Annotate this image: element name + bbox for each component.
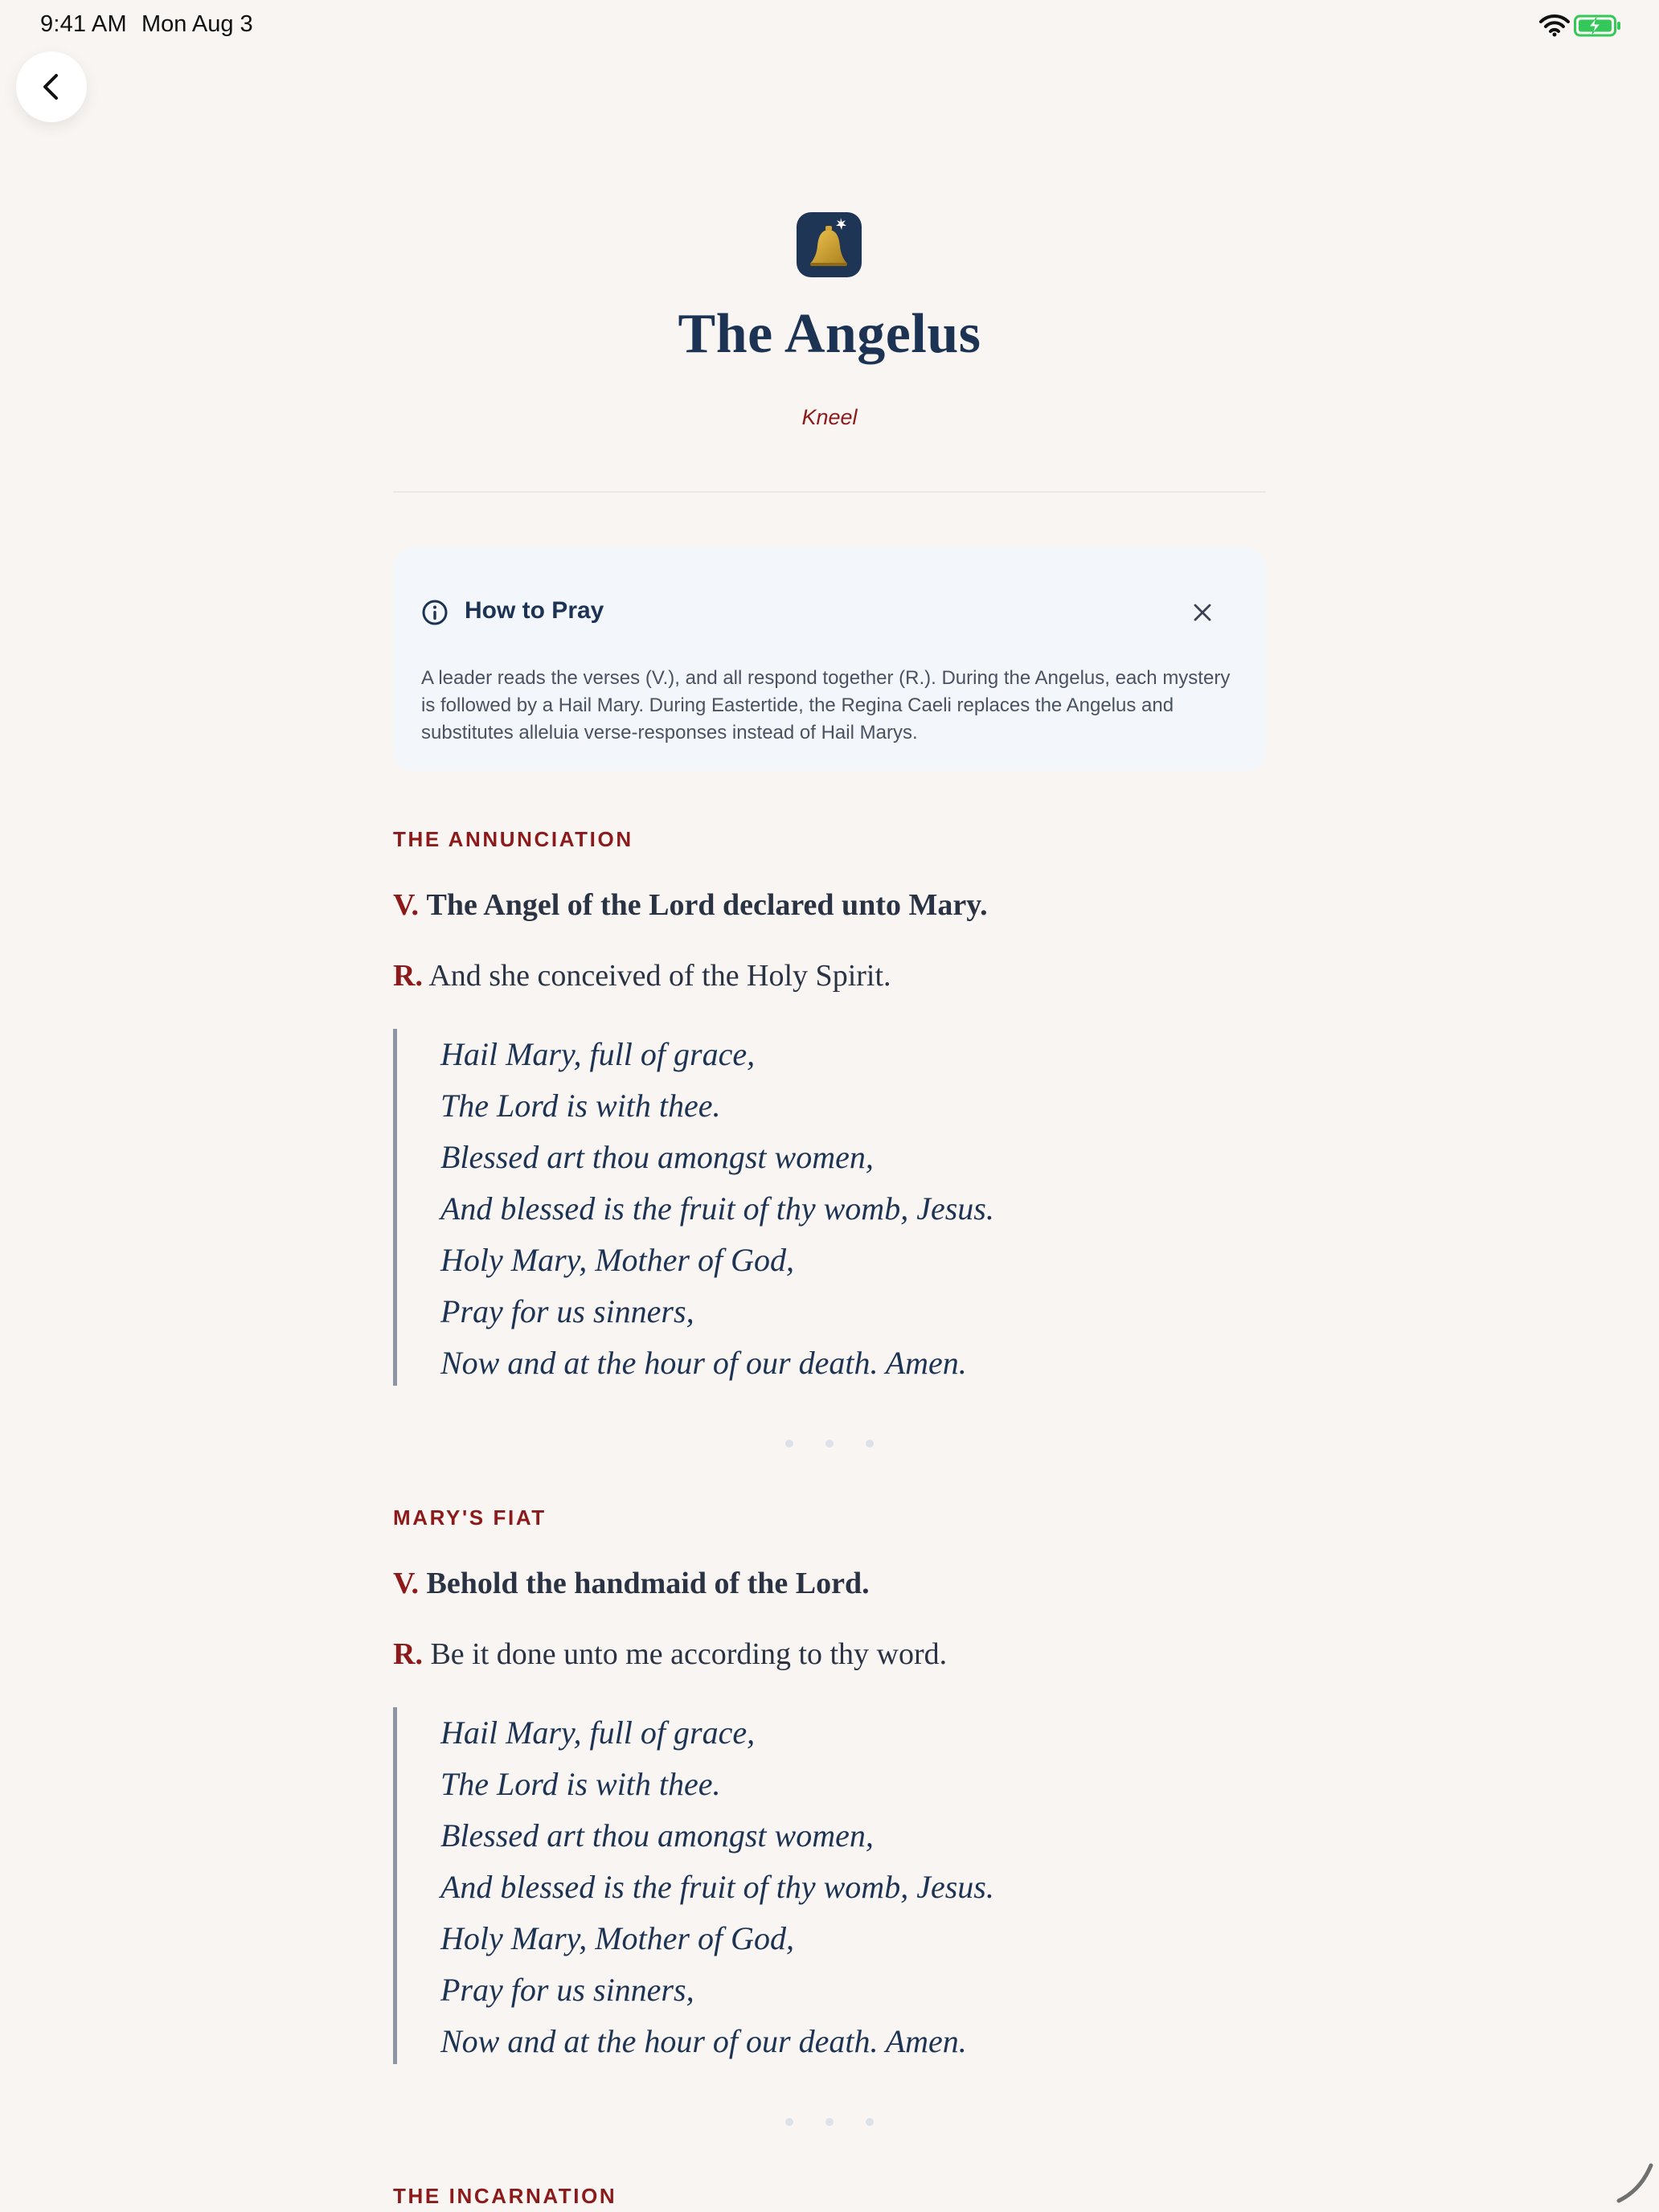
separator-dot bbox=[825, 2118, 834, 2126]
section-heading: THE INCARNATION bbox=[393, 2184, 617, 2208]
hail-mary-block bbox=[393, 1707, 1120, 2064]
prayer-line: Blessed art thou amongst women, bbox=[440, 1817, 874, 1854]
bell-icon bbox=[797, 212, 862, 277]
how-to-pray-card bbox=[393, 547, 1266, 771]
hail-mary-block bbox=[393, 1029, 1120, 1386]
section-heading: THE ANNUNCIATION bbox=[393, 827, 633, 851]
versicle-line bbox=[393, 1566, 870, 1601]
prayer-line: The Lord is with thee. bbox=[440, 1766, 721, 1802]
info-icon bbox=[421, 599, 449, 626]
section-separator bbox=[0, 2118, 1659, 2128]
header-divider bbox=[393, 491, 1266, 493]
battery-charging-icon bbox=[1574, 14, 1622, 37]
prayer-line: Holy Mary, Mother of God, bbox=[440, 1920, 794, 1956]
response-text: Be it done unto me according to thy word. bbox=[430, 1637, 948, 1671]
prayer-line: Pray for us sinners, bbox=[440, 1972, 694, 2008]
prayer-line: The Lord is with thee. bbox=[440, 1088, 721, 1124]
how-to-pray-text: A leader reads the verses (V.), and all respond together (R.). During the Angelus, each mystery is followed by a Hail Mary. During Eastertide, the Regina Caeli replaces the Angelus and substitutes alleluia verse-responses instead of Hail Marys. bbox=[421, 667, 1231, 743]
prayer-line: Hail Mary, full of grace, bbox=[440, 1714, 756, 1751]
prayer-line: Now and at the hour of our death. Amen. bbox=[440, 1345, 967, 1381]
separator-dot bbox=[785, 2118, 793, 2126]
back-button[interactable] bbox=[16, 51, 87, 122]
versicle-text: The Angel of the Lord declared unto Mary. bbox=[426, 888, 988, 922]
prayer-line: Pray for us sinners, bbox=[440, 1293, 694, 1329]
prayer-line: Hail Mary, full of grace, bbox=[440, 1036, 756, 1072]
section-separator bbox=[0, 1440, 1659, 1449]
response-line bbox=[393, 1636, 947, 1672]
response-text: And she conceived of the Holy Spirit. bbox=[428, 959, 891, 993]
versicle-mark: V. bbox=[393, 888, 420, 922]
section-heading: MARY'S FIAT bbox=[393, 1505, 547, 1530]
wifi-icon bbox=[1538, 13, 1571, 37]
separator-dot bbox=[866, 2118, 874, 2126]
page-title: The Angelus bbox=[678, 303, 981, 365]
pencil-stroke-icon bbox=[1614, 2162, 1654, 2204]
versicle-line bbox=[393, 887, 988, 923]
response-line bbox=[393, 958, 891, 993]
prayer-line: Now and at the hour of our death. Amen. bbox=[440, 2023, 967, 2059]
prayer-line: Holy Mary, Mother of God, bbox=[440, 1242, 794, 1278]
status-time: 9:41 AM bbox=[40, 11, 127, 37]
chevron-left-icon bbox=[35, 71, 68, 103]
response-mark: R. bbox=[393, 959, 423, 993]
posture-label: Kneel bbox=[801, 405, 858, 429]
separator-dot bbox=[866, 1440, 874, 1448]
response-mark: R. bbox=[393, 1637, 423, 1671]
separator-dot bbox=[825, 1440, 834, 1448]
separator-dot bbox=[785, 1440, 793, 1448]
close-icon[interactable] bbox=[1190, 600, 1215, 625]
versicle-mark: V. bbox=[393, 1567, 420, 1600]
prayer-line: Blessed art thou amongst women, bbox=[440, 1139, 874, 1175]
how-to-pray-title: How to Pray bbox=[465, 597, 604, 624]
prayer-line: And blessed is the fruit of thy womb, Jesus. bbox=[440, 1869, 994, 1905]
prayer-line: And blessed is the fruit of thy womb, Jesus. bbox=[440, 1190, 994, 1227]
status-date: Mon Aug 3 bbox=[141, 11, 253, 37]
versicle-text: Behold the handmaid of the Lord. bbox=[426, 1567, 870, 1600]
